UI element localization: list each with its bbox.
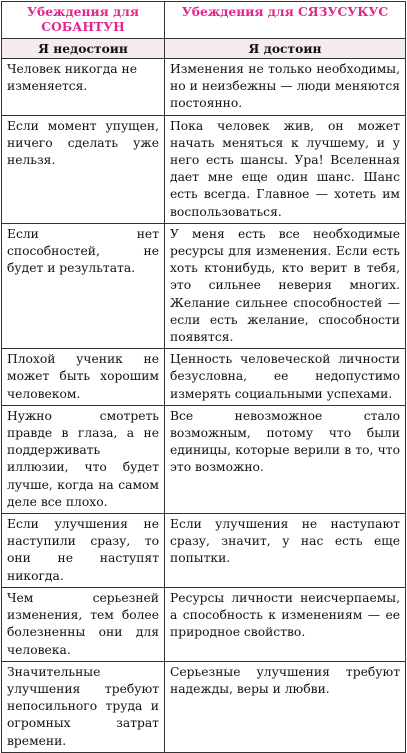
belief-unworthy: Нужно смотреть правде в глаза, а не поддерживать иллюзии, что будет лучше, когда на самом деле все плохо. — [2, 405, 165, 513]
belief-unworthy: Значительные улучшения требуют непосильного труда и огромных затрат времени. — [2, 661, 165, 752]
belief-worthy: Пока человек жив, он может начать меняться к лучшему, и у него есть шансы. Ура! Вселенная дает мне еще один шанс. Шанс есть всегда. Главное — хотеть им воспользоваться. — [165, 115, 406, 223]
table-row — [2, 587, 406, 661]
belief-unworthy: Если нет способностей, не будет и результата. — [2, 223, 165, 348]
belief-worthy: Если улучшения не наступают сразу, значит, у нас есть еще попытки. — [165, 514, 406, 588]
belief-unworthy: Чем серьезней изменения, тем более болезненны они для человека. — [2, 587, 165, 661]
table-row — [2, 59, 406, 116]
belief-worthy: Ресурсы личности неисчерпаемы, а способность к изменениям — ее природное свойство. — [165, 587, 406, 661]
belief-unworthy: Если момент упущен, ничего сделать уже нельзя. — [2, 115, 165, 223]
table-row — [2, 349, 406, 406]
belief-unworthy: Плохой ученик не может быть хорошим человеком. — [2, 349, 165, 406]
belief-worthy: Ценность человеческой личности безусловна, ее недопустимо измерять социальными успехами. — [165, 349, 406, 406]
table-subheader-row — [2, 39, 406, 59]
table-caption-row — [2, 2, 406, 39]
belief-worthy: Изменения не только необходимы, но и неизбежны — люди меняются постоянно. — [165, 59, 406, 116]
belief-unworthy: Если улучшения не наступили сразу, то они не наступят никогда. — [2, 514, 165, 588]
belief-worthy: Серьезные улучшения требуют надежды, веры и любви. — [165, 661, 406, 752]
table-row — [2, 514, 406, 588]
table-row — [2, 405, 406, 513]
beliefs-table — [1, 1, 406, 753]
caption-right: Убеждения для СЯЗУСУКУС — [165, 2, 406, 39]
table-row — [2, 223, 406, 348]
subheader-left: Я недостоин — [2, 39, 165, 59]
belief-worthy: У меня есть все необходимые ресурсы для изменения. Если есть хоть ктонибудь, кто верит в тебя, это сильнее неверия многих. Желание сильнее способностей — если есть желание, способности появятся. — [165, 223, 406, 348]
subheader-right: Я достоин — [165, 39, 406, 59]
belief-unworthy: Человек никогда не изменяется. — [2, 59, 165, 116]
table-row — [2, 661, 406, 752]
belief-worthy: Все невозможное стало возможным, потому что были единицы, которые верили в то, что это возможно. — [165, 405, 406, 513]
caption-left: Убеждения для СОБАНТУН — [2, 2, 165, 39]
table-row — [2, 115, 406, 223]
